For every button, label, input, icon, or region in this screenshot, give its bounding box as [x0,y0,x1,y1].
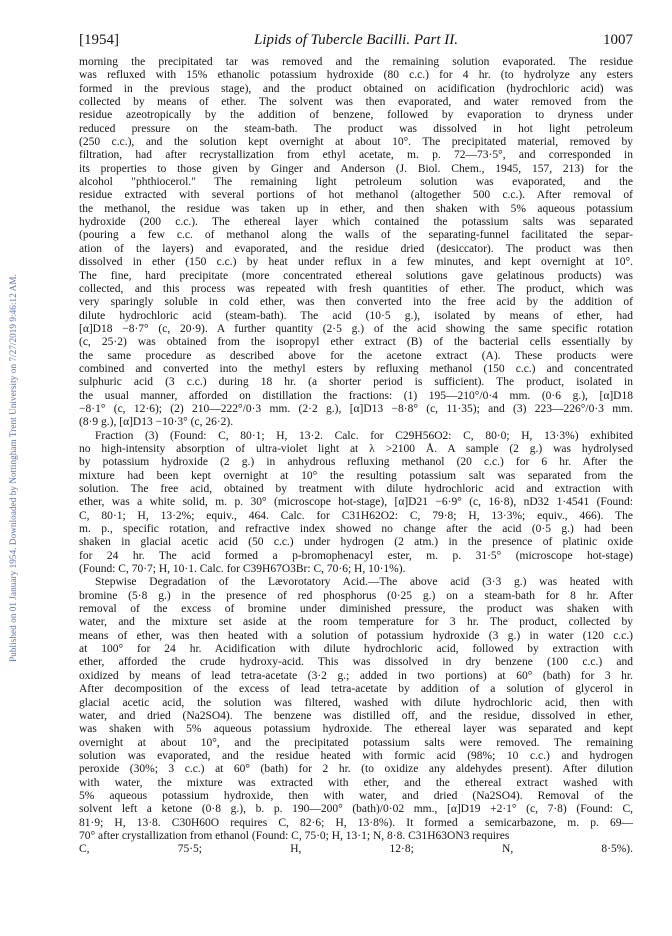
text-line: the methanol, the residue was taken up in ether, and then shaken with 5% aqueous potassium [79,202,633,215]
text-line: filtration, had after recrystallization from ethyl acetate, m. p. 72—73·5°, and corresponded in [79,149,633,162]
text-line: means of ether, was then heated with a solution of potassium hydroxide (3 g.) in water (120 c.c.) [79,629,633,642]
text-line: collected by means of ether. The solvent was then evaporated, and water removed from the [79,96,633,109]
text-line: bromine (5·8 g.) in the presence of red phosphorus (0·25 g.) on a steam-bath for 8 hr. After [79,589,633,602]
text-line: dissolved in ether (150 c.c.) by heat under reflux in a few minutes, and kept overnight at 10°. [79,256,633,269]
text-line: its properties to those given by Ginger and Anderson (J. Biol. Chem., 1945, 157, 213) for the [79,162,633,175]
text-line: (8·9 g.), [α]D13 −10·3° (c, 26·2). [79,416,234,429]
text-line: very sparingly soluble in cold ether, was then converted into the free acid by the addition of [79,296,633,309]
text-line: was shaken with 5% aqueous potassium hydroxide. The ethereal layer was separated and kept [79,723,633,736]
text-line: the same procedure as described above for the acetone extract (A). These products were [79,349,633,362]
text-line: C, 80·1; H, 13·2%; equiv., 464. Calc. for C31H62O2: C, 79·8; H, 13·3%; equiv., 466). The [79,509,633,522]
text-line: (pouring a few c.c. of methanol along the walls of the separating-funnel facilitated the separ- [79,229,633,242]
text-line: for 24 hr. The acid formed a p-bromophenacyl ester, m. p. 31·5° (microscope hot-stage) [79,549,633,562]
text-line: 70° after crystallization from ethanol (Found: C, 75·0; H, 13·1; N, 8·8. C31H63ON3 requires [79,829,510,842]
text-line: 5% aqueous potassium hydroxide, then with water, and dried (Na2SO4). Removal of the [79,789,633,802]
running-header [79,32,633,52]
text-line: removal of the excess of bromine under diminished pressure, the product was shaken with [79,603,633,616]
text-line: shaken in glacial acetic acid (50 c.c.) under hydrogen (2 atm.) in the presence of platinic oxide [79,536,633,549]
text-line: residue azeotropically by the addition of benzene, followed by evaporation to dryness under [79,109,633,122]
text-line: with water, the mixture was extracted with ether, and the ethereal extract washed with [79,776,633,789]
text-line: water, and dried (Na2SO4). The benzene was distilled off, and the residue, dissolved in ether, [79,709,633,722]
text-line: water, and the mixture set aside at the room temperature for 3 hr. The product, collected by [79,616,633,629]
text-line: After decomposition of the excess of lead tetra-acetate by addition of a solution of glycerol in [79,683,633,696]
text-line: m. p., specific rotation, and refractive index showed no change after the acid (0·5 g.) had been [79,523,633,536]
page-number: 1007 [603,32,633,48]
text-line: residue extracted with several portions of hot methanol (altogether 500 c.c.). After removal of [79,189,633,202]
text-line: Fraction (3) (Found: C, 80·1; H, 13·2. Calc. for C29H56O2: C, 80·0; H, 13·3%) exhibited [95,429,633,442]
article-body [79,56,633,857]
download-watermark-text: Published on 01 January 1954. Downloaded by Nottingham Trent University on 7/27/2019 9:46:12 AM. [8,274,18,662]
text-line: collected, and this process was repeated with fresh quantities of ether. The product, which was [79,282,633,295]
text-line: sulphuric acid (3 c.c.) during 18 hr. (a shorter period is sufficient). The product, isolated in [79,376,633,389]
text-line: ation of the layers) and evaporated, and the residue dried (desiccator). The product was then [79,242,633,255]
text-line: ether, was a white solid, m. p. 30° (microscope hot-stage), [α]D21 −6·9° (c, 16·8), nD32 1·4541 (Found: [79,496,633,509]
header-title: Lipids of Tubercle Bacilli. Part II. [253,32,459,48]
text-line: ether, afforded the crude hydroxy-acid. This was dissolved in dry benzene (100 c.c.) and [79,656,633,669]
text-line: overnight at about 10°, and the precipitated potassium salts were removed. The remaining [79,736,633,749]
text-line: formed in the previous stage), and the product obtained on acidification (hydrochloric acid) was [79,82,633,95]
text-line: glacial acetic acid, the solution was filtered, washed with dilute hydrochloric acid, then with [79,696,633,709]
text-line: solution was evaporated, and the residue heated with formic acid (98%; 10 c.c.) and hydrogen [79,749,633,762]
text-line: (250 c.c.), and the solution kept overnight at about 10°. The precipitated material, removed by [79,136,633,149]
text-line: [α]D18 −8·7° (c, 20·9). A further quantity (2·5 g.) of the acid showing the same specific rotation [79,322,633,335]
text-line: The fine, hard precipitate (more concentrated ethereal solutions gave gelatinous products) was [79,269,633,282]
text-line: oxidized by means of lead tetra-acetate (3·2 g.; added in two portions) at 60° (bath) for 3 hr. [79,669,633,682]
text-line: by potassium hydroxide (2 g.) in anhydrous refluxing methanol (20 c.c.) for 6 hr. After the [79,456,633,469]
header-year: [1954] [79,32,119,48]
text-line: combined and converted into the methyl esters by refluxing methanol (150 c.c.) and concentrated [79,362,633,375]
text-line: hydroxide (200 c.c.). The ethereal layer which contained the potassium salts was separated [79,216,633,229]
text-line: alcohol "phthiocerol." The remaining light petroleum solution was evaporated, and the [79,176,633,189]
text-line: the usual manner, afforded on distillation the fractions: (1) 195—210°/0·4 mm. (0·6 g.), [α]D18 [79,389,633,402]
text-line: no high-intensity absorption of ultra-violet light at λ >2100 Å. A sample (2 g.) was hydrolysed [79,442,633,455]
text-line: morning the precipitated tar was removed and the remaining solution evaporated. The residue [79,56,633,68]
text-line: −8·1° (c, 12·6); (2) 210—222°/0·3 mm. (2·2 g.), [α]D13 −8·8° (c, 11·35); and (3) 223—226°/0·3 mm. [79,402,633,415]
text-line: at 100° for 24 hr. Acidification with dilute hydrochloric acid, followed by extraction with [79,643,633,656]
text-line: Stepwise Degradation of the Lævorotatory Acid.—The above acid (3·3 g.) was heated with [95,576,633,589]
text-line: was refluxed with 15% ethanolic potassium hydroxide (80 c.c.) for 4 hr. (to hydrolyze any esters [79,69,633,82]
text-line: (c, 25·2) was obtained from the isopropyl ether extract (B) of the bacterial cells essentially by [79,336,633,349]
text-line: mixture had been kept overnight at 10° the resulting potassium salt was separated from the [79,469,633,482]
text-line: solution. The free acid, obtained by treatment with dilute hydrochloric acid and extraction with [79,483,633,495]
text-line: (Found: C, 70·7; H, 10·1. Calc. for C39H67O3Br: C, 70·6; H, 10·1%). [79,563,406,576]
text-line: 81·9; H, 13·8. C30H60O requires C, 82·6; H, 13·8%). It formed a semicarbazone, m. p. 69— [79,816,633,829]
text-line: C, 75·5; H, 12·8; N, 8·5%). [79,843,633,856]
text-line: solvent left a ketone (0·8 g.), b. p. 190—200° (bath)/0·02 mm., [α]D19 +2·1° (c, 7·8) (Found: C, [79,803,633,816]
text-line: dilute hydrochloric acid (steam-bath). The acid (10·5 g.), isolated by means of ether, had [79,309,633,322]
text-line: reduced pressure on the steam-bath. The product was dissolved in hot light petroleum [79,122,633,135]
text-line: peroxide (30%; 3 c.c.) at 60° (bath) for 2 hr. (to oxidize any aldehydes present). After dilution [79,763,633,776]
download-watermark [0,0,26,936]
